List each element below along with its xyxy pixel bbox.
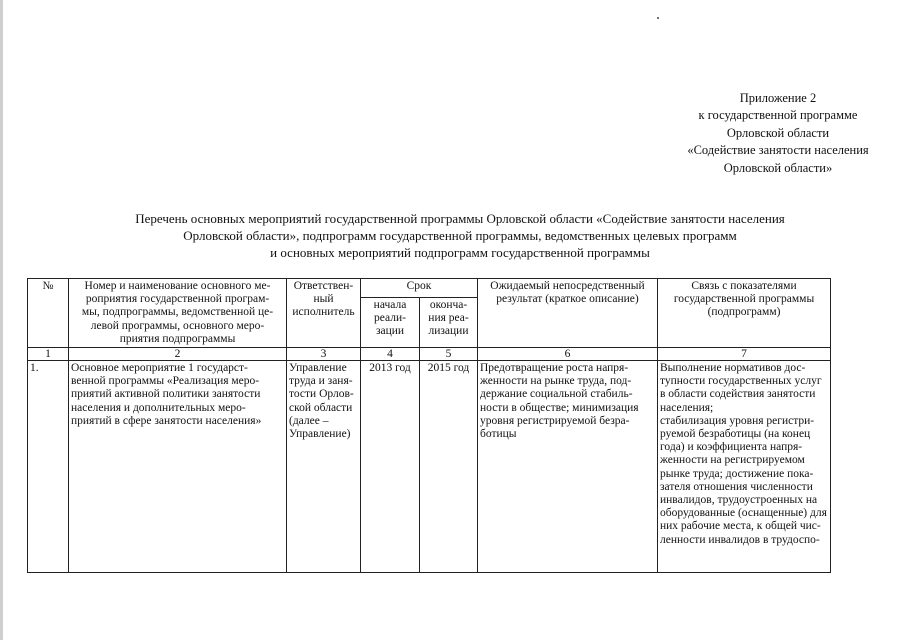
header-no: № bbox=[28, 279, 69, 348]
annex-line: «Содействие занятости населения bbox=[687, 143, 869, 158]
annex-line: Орловской области bbox=[726, 125, 830, 140]
annex-line: к государственной программе bbox=[698, 108, 858, 123]
column-number: 7 bbox=[658, 348, 831, 361]
column-number: 3 bbox=[287, 348, 361, 361]
header-name: Номер и наименование основного ме- роприятия государственной програм- мы, подпрограммы, ведомственной це- левой программы, основного меро- приятия подпрограммы bbox=[69, 279, 287, 348]
table-header-row bbox=[28, 279, 831, 298]
row-link: Выполнение нормативов дос- тупности государственных услуг в области содействия занятости населения; стабилизация уровня регистри- руемой безработицы (на конец года) и коэффициента напря- женности на регистрируемом рынке труда; достижение пока- зателя отношения численности инвалидов, трудоустроенных на оборудованные (оснащенные) для них рабочие места, к общей чис- ленности инвалидов в трудоспо- bbox=[658, 361, 831, 573]
column-number-row bbox=[28, 348, 831, 361]
column-number: 1 bbox=[28, 348, 69, 361]
annex-block bbox=[628, 90, 905, 177]
column-number: 2 bbox=[69, 348, 287, 361]
row-start: 2013 год bbox=[361, 361, 420, 573]
header-start: начала реали- зации bbox=[361, 298, 420, 348]
measures-table bbox=[27, 278, 831, 573]
header-result: Ожидаемый непосредственный результат (краткое описание) bbox=[478, 279, 658, 348]
table-row bbox=[28, 361, 831, 573]
row-result: Предотвращение роста напря- женности на рынке труда, под- держание социальной стабиль- ности в обществе; минимизация уровня регистрируемой безра- ботицы bbox=[478, 361, 658, 573]
document-heading bbox=[40, 210, 880, 261]
annex-line: Приложение 2 bbox=[739, 91, 817, 105]
header-link: Связь с показателями государственной программы (подпрограмм) bbox=[658, 279, 831, 348]
scan-edge bbox=[0, 0, 3, 640]
heading-line: и основных мероприятий подпрограмм государственной программы bbox=[270, 245, 650, 260]
header-end: оконча- ния реа- лизации bbox=[420, 298, 478, 348]
column-number: 4 bbox=[361, 348, 420, 361]
row-no: 1. bbox=[28, 361, 69, 573]
row-end: 2015 год bbox=[420, 361, 478, 573]
header-responsible: Ответствен- ный исполнитель bbox=[287, 279, 361, 348]
row-responsible: Управление труда и заня- тости Орлов- ской области (далее – Управление) bbox=[287, 361, 361, 573]
row-name: Основное мероприятие 1 государст- венной программы «Реализация меро- приятий активной политики занятости населения и дополнительных меро- приятий в сфере занятости населения» bbox=[69, 361, 287, 573]
heading-line: Орловской области», подпрограмм государственной программы, ведомственных целевых программ bbox=[183, 228, 737, 243]
annex-line: Орловской области» bbox=[723, 160, 833, 175]
header-term: Срок bbox=[361, 279, 478, 298]
column-number: 6 bbox=[478, 348, 658, 361]
column-number: 5 bbox=[420, 348, 478, 361]
heading-line: Перечень основных мероприятий государственной программы Орловской области «Содействие занятости населения bbox=[135, 211, 785, 226]
scan-speck bbox=[657, 17, 659, 19]
